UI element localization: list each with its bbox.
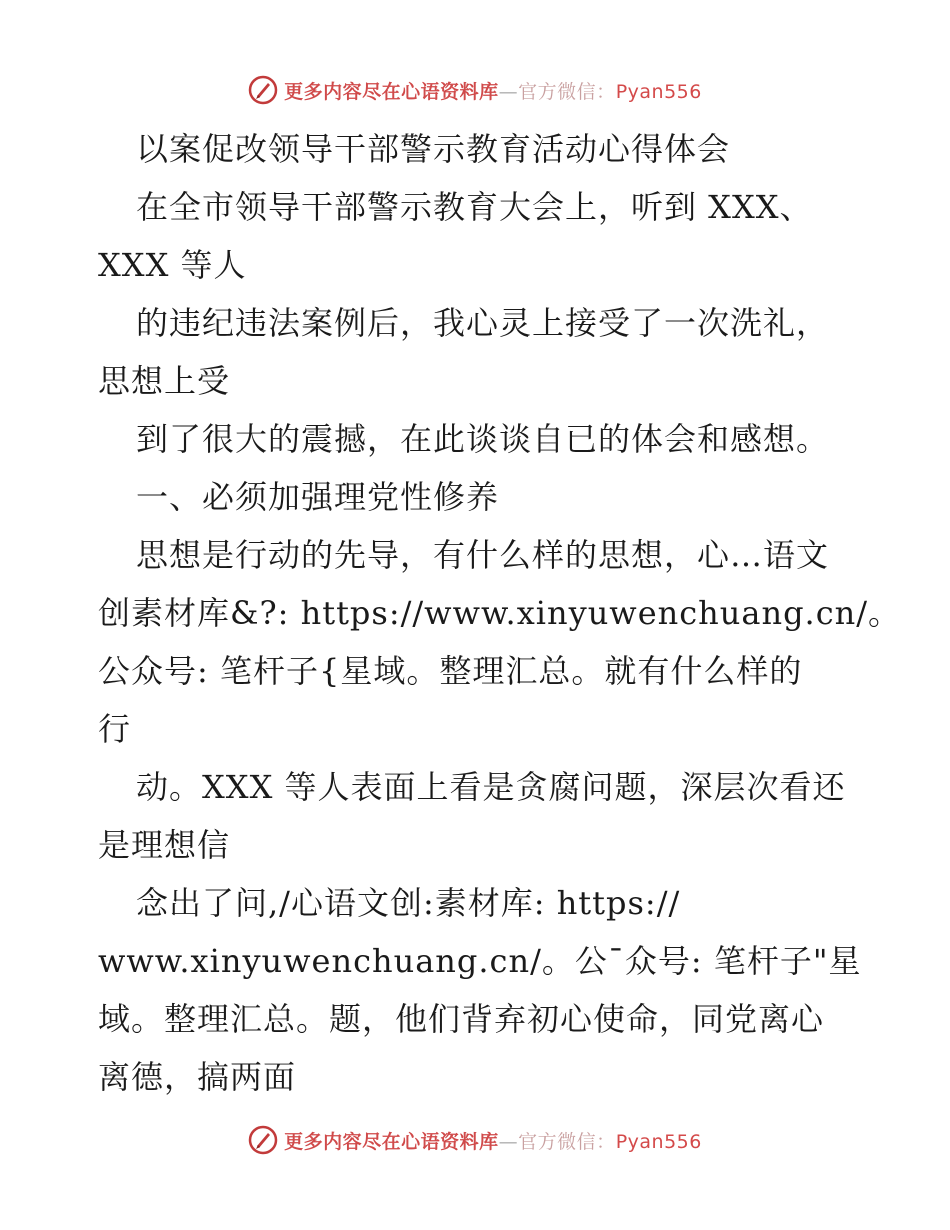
paragraph-line: XXX 等人 — [98, 246, 247, 284]
paragraph-line: 创素材库&?: https://www.xinyuwenchuang.cn/。 — [98, 594, 902, 632]
paragraph-line: www.xinyuwenchuang.cn/。公¯众号: 笔杆子"星 — [98, 942, 862, 980]
header-watermark-banner — [0, 70, 950, 110]
paragraph-line: 到了很大的震撼，在此谈谈自已的体会和感想。 — [136, 420, 830, 458]
section-heading: 一、必须加强理党性修养 — [136, 478, 500, 516]
footer-watermark-banner — [0, 1120, 950, 1160]
paragraph-line: 动。XXX 等人表面上看是贪腐问题，深层次看还 — [136, 768, 846, 806]
document-body — [98, 120, 902, 1106]
paragraph-line: 思想是行动的先导，有什么样的思想，心…语文 — [136, 536, 830, 574]
paragraph-line: 行 — [98, 710, 132, 748]
banner-wechat-label: 官方微信： — [518, 80, 616, 103]
paragraph-line: 公众号: 笔杆子{星域。整理汇总。就有什么样的 — [98, 652, 803, 690]
quill-logo-icon — [248, 1125, 278, 1155]
paragraph-line: 念出了问,/心语文创:素材库: https:// — [136, 884, 681, 922]
banner-wechat-label: 官方微信： — [518, 1130, 616, 1153]
banner-main-text: 更多内容尽在心语资料库 — [284, 1130, 499, 1153]
paragraph-line: 在全市领导干部警示教育大会上，听到 XXX、 — [136, 188, 813, 226]
paragraph-line: 的违纪违法案例后，我心灵上接受了一次洗礼， — [136, 304, 830, 342]
paragraph-line: 是理想信 — [98, 826, 231, 864]
banner-wechat-id: Pyan556 — [615, 1130, 702, 1153]
banner-dash: — — [498, 80, 519, 103]
paragraph-line: 域。整理汇总。题，他们背弃初心使命，同党离心 — [98, 1000, 825, 1038]
banner-main-text: 更多内容尽在心语资料库 — [284, 80, 499, 103]
paragraph-line: 思想上受 — [98, 362, 231, 400]
document-title: 以案促改领导干部警示教育活动心得体会 — [136, 130, 731, 168]
banner-dash: — — [498, 1130, 519, 1153]
quill-logo-icon — [248, 75, 278, 105]
paragraph-line: 离德，搞两面 — [98, 1058, 297, 1096]
banner-wechat-id: Pyan556 — [615, 80, 702, 103]
